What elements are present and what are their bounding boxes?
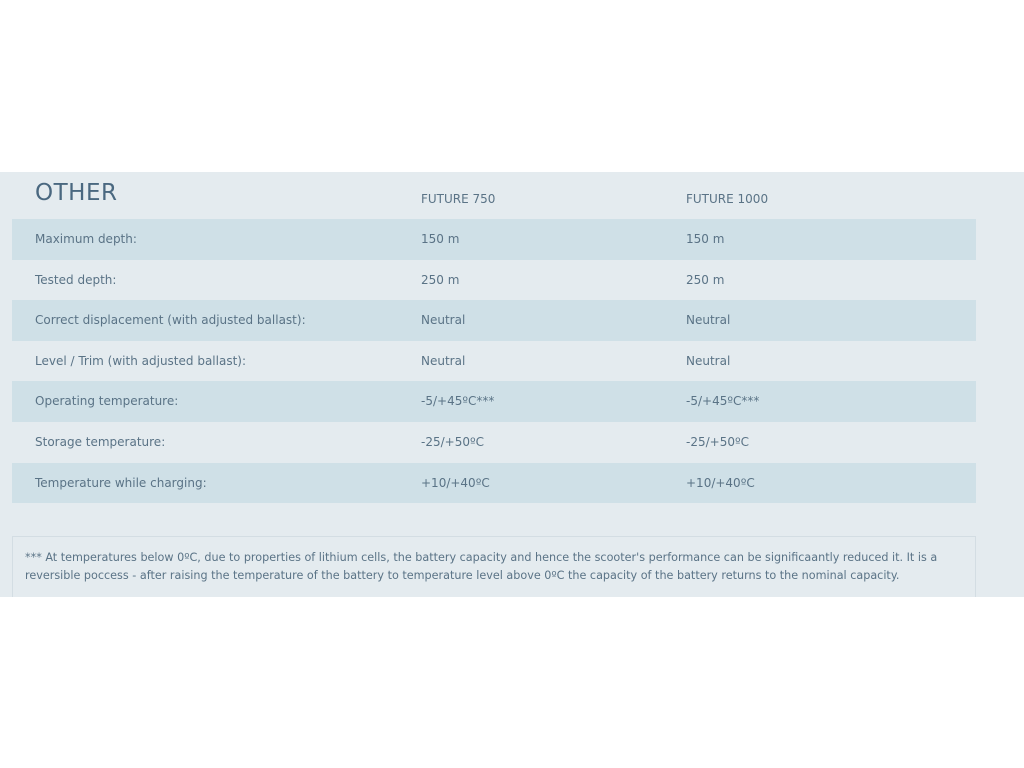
table-row-correct-displacement bbox=[12, 300, 976, 341]
row-label: Storage temperature: bbox=[35, 434, 166, 449]
row-value-future-750: +10/+40ºC bbox=[421, 475, 490, 490]
table-row-maximum-depth bbox=[12, 219, 976, 260]
row-value-future-1000: 250 m bbox=[686, 272, 725, 287]
row-value-future-750: -25/+50ºC bbox=[421, 434, 484, 449]
row-value-future-750: 150 m bbox=[421, 232, 460, 246]
row-value-future-1000: +10/+40ºC bbox=[686, 475, 755, 490]
section-title: OTHER bbox=[35, 180, 118, 206]
row-value-future-1000: -25/+50ºC bbox=[686, 434, 749, 449]
table-row-temperature-while-charging bbox=[12, 463, 976, 504]
row-value-future-1000: 150 m bbox=[686, 232, 725, 246]
row-value-future-750: Neutral bbox=[421, 313, 466, 328]
row-value-future-750: 250 m bbox=[421, 272, 460, 287]
row-value-future-750: -5/+45ºC*** bbox=[421, 394, 495, 409]
table-row-storage-temperature bbox=[12, 422, 976, 463]
row-value-future-1000: -5/+45ºC*** bbox=[686, 394, 760, 409]
table-row-operating-temperature bbox=[12, 381, 976, 422]
table-header bbox=[0, 172, 1024, 219]
row-value-future-1000: Neutral bbox=[686, 353, 731, 368]
table-row-level-trim bbox=[12, 341, 976, 382]
specs-table bbox=[12, 219, 976, 503]
row-label: Operating temperature: bbox=[35, 394, 179, 409]
row-value-future-1000: Neutral bbox=[686, 313, 731, 328]
row-label: Tested depth: bbox=[35, 272, 117, 287]
specs-panel bbox=[0, 172, 1024, 597]
column-header-future-750: FUTURE 750 bbox=[421, 192, 496, 206]
footnote: *** At temperatures below 0ºC, due to properties of lithium cells, the battery capacity and hence the scooter's performance can be significaantly reduced it. It is a reversible poccess - after raising the temperature of the battery to temperature level above 0ºC the capacity of the battery returns to the nominal capacity. bbox=[12, 536, 976, 597]
table-row-tested-depth bbox=[12, 260, 976, 301]
row-label: Level / Trim (with adjusted ballast): bbox=[35, 353, 246, 368]
column-header-future-1000: FUTURE 1000 bbox=[686, 192, 769, 206]
row-label: Temperature while charging: bbox=[35, 475, 207, 490]
row-value-future-750: Neutral bbox=[421, 353, 466, 368]
row-label: Maximum depth: bbox=[35, 232, 137, 246]
row-label: Correct displacement (with adjusted ballast): bbox=[35, 313, 306, 328]
